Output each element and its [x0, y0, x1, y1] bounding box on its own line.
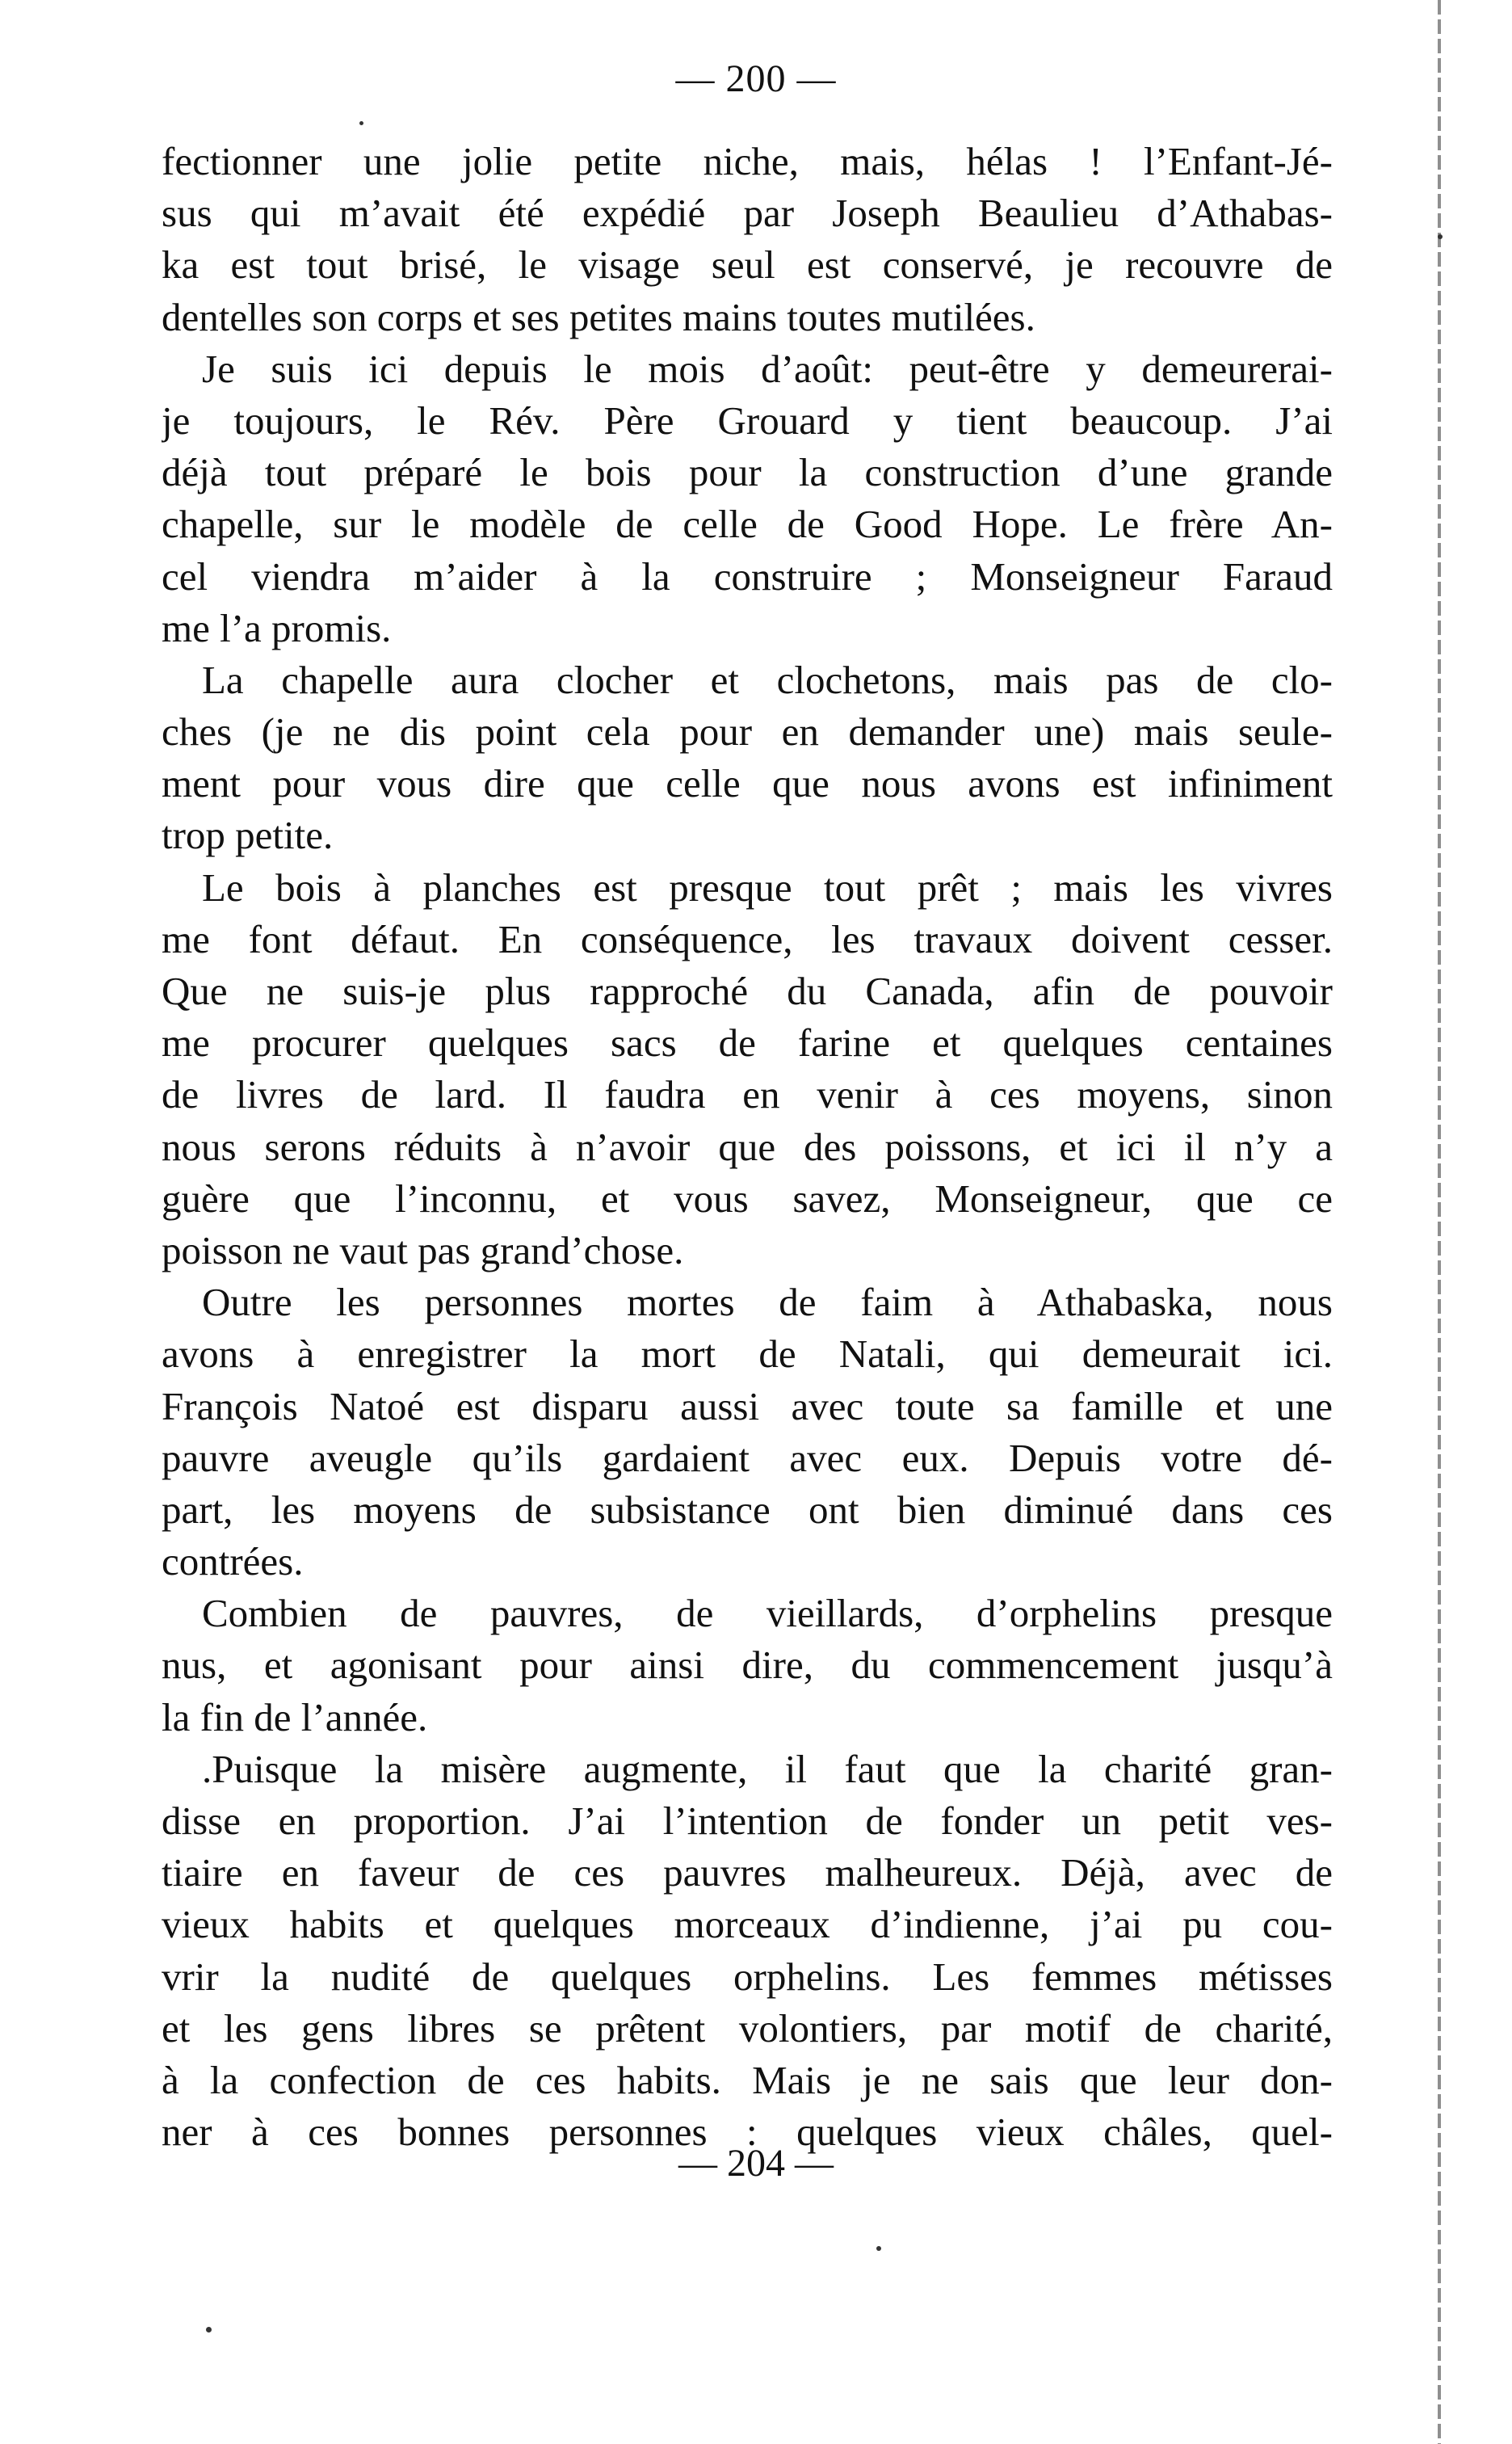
text-line: déjà tout préparé le bois pour la construction d’une grande: [162, 450, 1333, 495]
binding-edge: [1438, 0, 1441, 2444]
text-line: Que ne suis-je plus rapproché du Canada, afin de pouvoir: [162, 969, 1333, 1013]
text-line: ches (je ne dis point cela pour en demander une) mais seule-: [162, 709, 1333, 755]
text-line: vieux habits et quelques morceaux d’indienne, j’ai pu cou-: [162, 1902, 1333, 1947]
text-line: François Natoé est disparu aussi avec toute sa famille et une: [162, 1383, 1333, 1428]
speck: [206, 2327, 212, 2333]
text-line: de livres de lard. Il faudra en venir à ces moyens, sinon: [162, 1072, 1333, 1117]
text-line: et les gens libres se prêtent volontiers, par motif de charité,: [162, 2005, 1333, 2051]
text-line: à la confection de ces habits. Mais je ne sais que leur don-: [162, 2057, 1333, 2102]
signature-mark: — 204 —: [678, 2142, 834, 2185]
text-line: cel viendra m’aider à la construire ; Monseigneur Faraud: [162, 553, 1333, 599]
text-line: ment pour vous dire que celle que nous avons est infiniment: [162, 761, 1333, 806]
text-line: La chapelle aura clocher et clochetons, mais pas de clo-: [202, 657, 1333, 702]
text-line: contrées.: [162, 1539, 304, 1584]
text-line: .Puisque la misère augmente, il faut que la charité gran-: [202, 1746, 1333, 1791]
text-line: Outre les personnes mortes de faim à Athabaska, nous: [202, 1280, 1333, 1325]
text-line: nous serons réduits à n’avoir que des poissons, et ici il n’y a: [162, 1124, 1333, 1169]
speck: [1438, 234, 1443, 239]
text-line: pauvre aveugle qu’ils gardaient avec eux. Depuis votre dé-: [162, 1435, 1333, 1480]
text-line: nus, et agonisant pour ainsi dire, du commencement jusqu’à: [162, 1643, 1333, 1688]
text-line: trop petite.: [162, 813, 334, 858]
text-line: me l’a promis.: [162, 605, 392, 650]
text-line: ner à ces bonnes personnes : quelques vieux châles, quel-: [162, 2110, 1333, 2155]
text-line: poisson ne vaut pas grand’chose.: [162, 1227, 684, 1272]
text-line: chapelle, sur le modèle de celle de Good Hope. Le frère An-: [162, 502, 1333, 547]
text-line: guère que l’inconnu, et vous savez, Monseigneur, que ce: [162, 1176, 1333, 1221]
text-line: me procurer quelques sacs de farine et quelques centaines: [162, 1020, 1333, 1066]
text-line: disse en proportion. J’ai l’intention de fonder un petit ves-: [162, 1798, 1333, 1843]
text-line: dentelles son corps et ses petites mains toutes mutilées.: [162, 294, 1035, 339]
text-line: ka est tout brisé, le visage seul est conservé, je recouvre de: [162, 242, 1333, 288]
text-line: Je suis ici depuis le mois d’août: peut-être y demeurerai-: [202, 346, 1333, 391]
text-line: vrir la nudité de quelques orphelins. Les femmes métisses: [162, 1954, 1333, 1999]
body-text: [162, 136, 1333, 2158]
text-line: part, les moyens de subsistance ont bien diminué dans ces: [162, 1487, 1333, 1532]
text-line: me font défaut. En conséquence, les travaux doivent cesser.: [162, 916, 1333, 961]
text-line: sus qui m’avait été expédié par Joseph Beaulieu d’Athabas-: [162, 191, 1333, 236]
speck: [359, 121, 363, 125]
text-line: Combien de pauvres, de vieillards, d’orphelins presque: [202, 1591, 1333, 1636]
text-line: tiaire en faveur de ces pauvres malheureux. Déjà, avec de: [162, 1850, 1333, 1895]
page-number: — 200 —: [675, 57, 837, 100]
text-line: la fin de l’année.: [162, 1694, 428, 1739]
text-line: fectionner une jolie petite niche, mais, hélas ! l’Enfant-Jé-: [162, 139, 1333, 183]
text-line: je toujours, le Rév. Père Grouard y tient beaucoup. J’ai: [162, 398, 1333, 443]
speck: [876, 2246, 881, 2251]
text-line: Le bois à planches est presque tout prêt ; mais les vivres: [202, 864, 1333, 910]
text-line: avons à enregistrer la mort de Natali, qui demeurait ici.: [162, 1331, 1333, 1377]
